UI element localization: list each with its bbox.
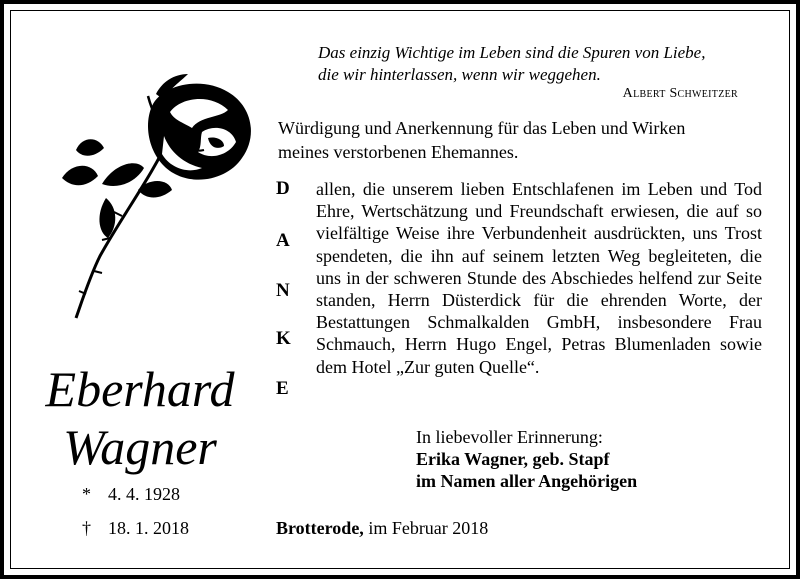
danke-letter: D — [276, 178, 290, 199]
rose-icon — [52, 66, 262, 326]
quote-line-2: die wir hinterlassen, wenn wir weggehen. — [318, 65, 601, 84]
intro-line-1: Würdigung und Anerkennung für das Leben und Wirken — [278, 118, 686, 138]
closing-line-2: Erika Wagner, geb. Stapf — [416, 449, 610, 469]
danke-letter: K — [276, 328, 291, 349]
first-name: Eberhard — [45, 361, 235, 417]
closing — [416, 426, 637, 492]
danke-letter: A — [276, 230, 290, 251]
death-date-row — [82, 518, 189, 539]
death-symbol: † — [82, 518, 91, 538]
closing-line-1: In liebevoller Erinnerung: — [416, 427, 603, 447]
footer-place: Brotterode, — [276, 518, 364, 538]
closing-line-3: im Namen aller Angehörigen — [416, 471, 638, 491]
birth-date-row — [82, 484, 180, 505]
thanks-body: allen, die unserem lieben Entschlafenen im Leben und Tod Ehre, Wertschätzung und Freundschaft erwiesen, die auf so vielfältige Weise ihre Verbundenheit ausdrückten, uns Trost spendeten, die ihn auf seinem letzten Weg begleiteten, die uns in der schweren Stunde des Abschiedes helfend zur Seite standen, Herrn Düsterdick für die ehrenden Worte, der Bestattungen Schmalkalden GmbH, insbesondere Frau Schmauch, Herrn Hugo Engel, Petras Blumenladen sowie dem Hotel „Zur guten Quelle“. — [316, 179, 762, 377]
intro-line-2: meines verstorbenen Ehemannes. — [278, 142, 519, 162]
birth-date: 4. 4. 1928 — [108, 484, 180, 504]
footer-date: im Februar 2018 — [363, 518, 489, 538]
quote — [318, 42, 748, 86]
death-date: 18. 1. 2018 — [108, 518, 189, 538]
birth-symbol: * — [82, 484, 91, 504]
intro-text — [278, 116, 758, 164]
last-name: Wagner — [63, 419, 217, 475]
quote-author: Albert Schweitzer — [622, 86, 738, 101]
quote-line-1: Das einzig Wichtige im Leben sind die Spuren von Liebe, — [318, 43, 706, 62]
danke-letter: N — [276, 280, 290, 301]
footer — [276, 518, 488, 539]
danke-letter: E — [276, 378, 289, 399]
